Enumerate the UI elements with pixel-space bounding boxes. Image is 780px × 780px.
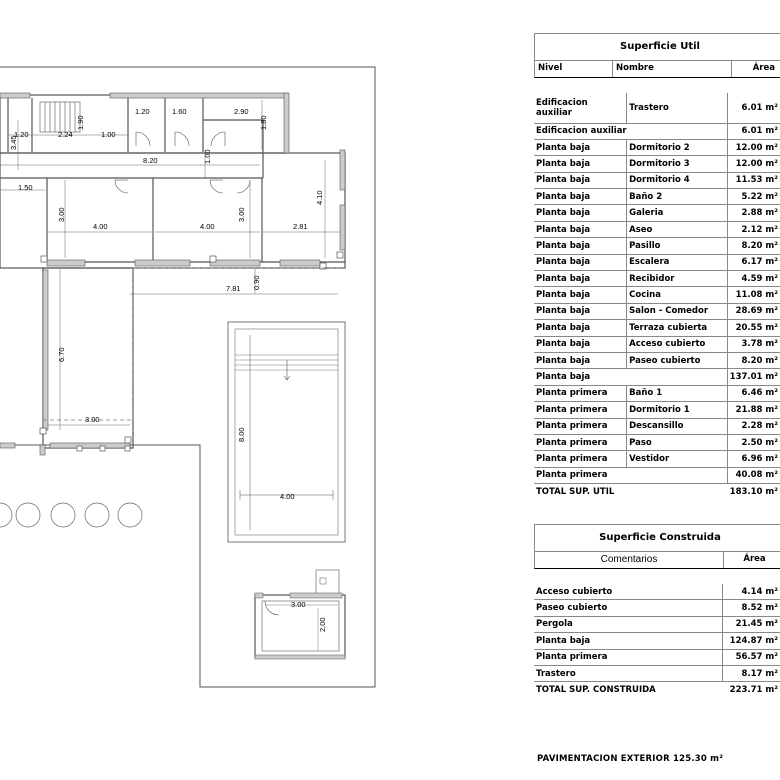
- table-row: [534, 665, 780, 681]
- total-row: [534, 682, 780, 698]
- table-row: [534, 649, 780, 665]
- cell-name: Trastero: [534, 665, 723, 681]
- table-row: [534, 336, 780, 352]
- cell-area: 6.46 m²: [727, 385, 780, 401]
- dim-label: 3.00: [291, 600, 306, 609]
- cell-area: 8.20 m²: [727, 352, 780, 368]
- cell-nivel: Planta primera: [534, 402, 627, 418]
- cell-area: 12.00 m²: [727, 156, 780, 172]
- cell-area: 20.55 m²: [727, 320, 780, 336]
- cell-area: 4.59 m²: [727, 271, 780, 287]
- table-row: [534, 156, 780, 172]
- cell-area: 2.88 m²: [727, 205, 780, 221]
- table-row: [534, 205, 780, 221]
- cell-area: 28.69 m²: [727, 303, 780, 319]
- cell-nombre: Dormitorio 4: [627, 172, 728, 188]
- cell-area: 21.88 m²: [727, 402, 780, 418]
- cell-nombre: Aseo: [627, 221, 728, 237]
- cell-nivel: Planta baja: [534, 139, 627, 155]
- header-nombre: Nombre: [612, 60, 731, 77]
- header-comentarios: Comentarios: [600, 554, 658, 565]
- cell-nombre: Cocina: [627, 287, 728, 303]
- total-label: TOTAL SUP. CONSTRUIDA: [536, 685, 656, 696]
- table-row: [534, 320, 780, 336]
- total-area: 183.10 m²: [729, 486, 778, 497]
- dim-label: 2.81: [293, 222, 308, 231]
- table-row: [534, 238, 780, 254]
- cell-nombre: Escalera: [627, 254, 728, 270]
- util-table-header: [534, 60, 780, 78]
- cell-area: 137.01 m²: [727, 369, 780, 385]
- dim-label: 2.90: [234, 107, 249, 116]
- cell-nivel: Planta baja: [534, 205, 627, 221]
- cell-nivel: Planta baja: [534, 336, 627, 352]
- cell-nivel: Planta baja: [534, 238, 627, 254]
- cell-nivel: Planta baja: [534, 352, 627, 368]
- cell-nombre: Vestidor: [627, 451, 728, 467]
- cell-area: 8.17 m²: [723, 665, 780, 681]
- cell-area: 6.17 m²: [727, 254, 780, 270]
- dim-label: 1.90: [76, 115, 85, 130]
- cell-area: 8.20 m²: [727, 238, 780, 254]
- dim-label: 6.70: [57, 347, 66, 362]
- house-walls: [0, 95, 345, 448]
- table-row: [534, 93, 780, 123]
- dim-label: 1.20: [14, 130, 29, 139]
- cell-area: 6.96 m²: [727, 451, 780, 467]
- door-swings: [115, 132, 250, 193]
- dim-label: 2.00: [318, 617, 327, 632]
- cell-area: 8.52 m²: [723, 600, 780, 616]
- cell-nivel: Planta baja: [534, 271, 627, 287]
- cell-area: 11.08 m²: [727, 287, 780, 303]
- table-row: [534, 271, 780, 287]
- cell-area: 56.57 m²: [723, 649, 780, 665]
- table-row: [534, 139, 780, 155]
- cell-nivel: Planta baja: [534, 172, 627, 188]
- cell-nivel: Planta baja: [534, 320, 627, 336]
- cell-nombre: Dormitorio 2: [627, 139, 728, 155]
- table-row: [534, 451, 780, 467]
- table-row: [534, 287, 780, 303]
- plant-circles: [0, 503, 142, 527]
- dim-label: 4.10: [315, 190, 324, 205]
- dim-label: 0.90: [252, 275, 261, 290]
- dim-label: 1.80: [259, 115, 268, 130]
- table-row: [534, 633, 780, 649]
- cell-nivel: Planta baja: [534, 369, 627, 385]
- util-table: [534, 93, 780, 499]
- auxiliary-building: [255, 570, 345, 657]
- cell-nivel: Planta primera: [534, 418, 627, 434]
- cell-nombre: Galeria: [627, 205, 728, 221]
- cell-nivel: Planta baja: [534, 221, 627, 237]
- dim-label: 3.00: [237, 207, 246, 222]
- dim-label: 1.00: [203, 149, 212, 164]
- cell-area: 124.87 m²: [723, 633, 780, 649]
- dim-label: 2.24: [58, 130, 73, 139]
- staircase: [40, 102, 80, 132]
- dim-label: 1.20: [135, 107, 150, 116]
- construida-table: [534, 584, 780, 698]
- dim-label: 4.00: [200, 222, 215, 231]
- cell-area: 4.14 m²: [723, 584, 780, 600]
- dim-label: 1.60: [172, 107, 187, 116]
- table-row: [534, 254, 780, 270]
- dim-label: 3.00: [85, 415, 100, 424]
- table-row: [534, 616, 780, 632]
- terrace-outline: [43, 268, 345, 420]
- cell-nivel: Planta baja: [534, 303, 627, 319]
- cell-nombre: Dormitorio 1: [627, 402, 728, 418]
- table-row: [534, 402, 780, 418]
- cell-nombre: Acceso cubierto: [627, 336, 728, 352]
- dim-label: 4.00: [280, 492, 295, 501]
- dim-label: 4.00: [93, 222, 108, 231]
- cell-name: Planta primera: [534, 649, 723, 665]
- construida-table-header: [534, 551, 780, 569]
- table-row: [534, 352, 780, 368]
- total-label: TOTAL SUP. UTIL: [536, 486, 615, 497]
- cell-nombre: [627, 467, 728, 483]
- cell-area: 12.00 m²: [727, 139, 780, 155]
- dim-label: 3.45: [9, 135, 18, 150]
- cell-nombre: Paso: [627, 434, 728, 450]
- cell-nombre: Dormitorio 3: [627, 156, 728, 172]
- cell-nombre: Descansillo: [627, 418, 728, 434]
- cell-area: 21.45 m²: [723, 616, 780, 632]
- table-row: [534, 172, 780, 188]
- wall-fills: [0, 93, 345, 455]
- util-table-title: Superficie Util: [534, 33, 780, 61]
- dim-label: 1.00: [101, 130, 116, 139]
- cell-nombre: [627, 369, 728, 385]
- cell-nivel: Edificacion auxiliar: [534, 93, 627, 123]
- footer-note: PAVIMENTACION EXTERIOR 125.30 m²: [537, 754, 724, 764]
- total-row: [534, 484, 780, 500]
- header-area: Área: [723, 551, 780, 568]
- cell-area: 5.22 m²: [727, 189, 780, 205]
- cell-area: 2.28 m²: [727, 418, 780, 434]
- cell-nivel: Planta baja: [534, 287, 627, 303]
- cell-area: 40.08 m²: [727, 467, 780, 483]
- cell-nombre: Trastero: [627, 93, 728, 123]
- cell-nombre: Salon - Comedor: [627, 303, 728, 319]
- dim-label: 8.00: [237, 427, 246, 442]
- table-row: [534, 467, 780, 483]
- cell-nivel: Planta baja: [534, 189, 627, 205]
- dim-label: 8.20: [143, 156, 158, 165]
- cell-name: Paseo cubierto: [534, 600, 723, 616]
- cell-nombre: Baño 2: [627, 189, 728, 205]
- table-row: [534, 418, 780, 434]
- cell-nombre: Pasillo: [627, 238, 728, 254]
- cell-nombre: Recibidor: [627, 271, 728, 287]
- cell-area: 6.01 m²: [727, 93, 780, 123]
- cell-nombre: Baño 1: [627, 385, 728, 401]
- cell-name: Planta baja: [534, 633, 723, 649]
- cell-name: Pergola: [534, 616, 723, 632]
- dim-label: 7.81: [226, 284, 241, 293]
- cell-nivel: Planta baja: [534, 254, 627, 270]
- cell-name: Acceso cubierto: [534, 584, 723, 600]
- table-row: [534, 600, 780, 616]
- cell-nombre: [627, 123, 728, 139]
- dim-label: 1.50: [18, 183, 33, 192]
- cell-area: 2.50 m²: [727, 434, 780, 450]
- table-row: [534, 303, 780, 319]
- table-row: [534, 123, 780, 139]
- construida-table-title: Superficie Construida: [534, 524, 780, 552]
- cell-nivel: Planta baja: [534, 156, 627, 172]
- table-row: [534, 221, 780, 237]
- cell-area: 6.01 m²: [727, 123, 780, 139]
- cell-area: 3.78 m²: [727, 336, 780, 352]
- table-row: [534, 584, 780, 600]
- cell-nivel: Edificacion auxiliar: [534, 123, 627, 139]
- header-area: Área: [731, 60, 780, 77]
- table-row: [534, 369, 780, 385]
- total-area: 223.71 m²: [729, 685, 778, 696]
- cell-area: 11.53 m²: [727, 172, 780, 188]
- dim-label: 3.00: [57, 207, 66, 222]
- cell-area: 2.12 m²: [727, 221, 780, 237]
- cell-nivel: Planta primera: [534, 467, 627, 483]
- table-row: [534, 385, 780, 401]
- header-nivel: Nivel: [538, 63, 563, 73]
- table-row: [534, 434, 780, 450]
- table-row: [534, 189, 780, 205]
- cell-nombre: Terraza cubierta: [627, 320, 728, 336]
- cell-nivel: Planta primera: [534, 385, 627, 401]
- cell-nivel: Planta primera: [534, 434, 627, 450]
- cell-nivel: Planta primera: [534, 451, 627, 467]
- cell-nombre: Paseo cubierto: [627, 352, 728, 368]
